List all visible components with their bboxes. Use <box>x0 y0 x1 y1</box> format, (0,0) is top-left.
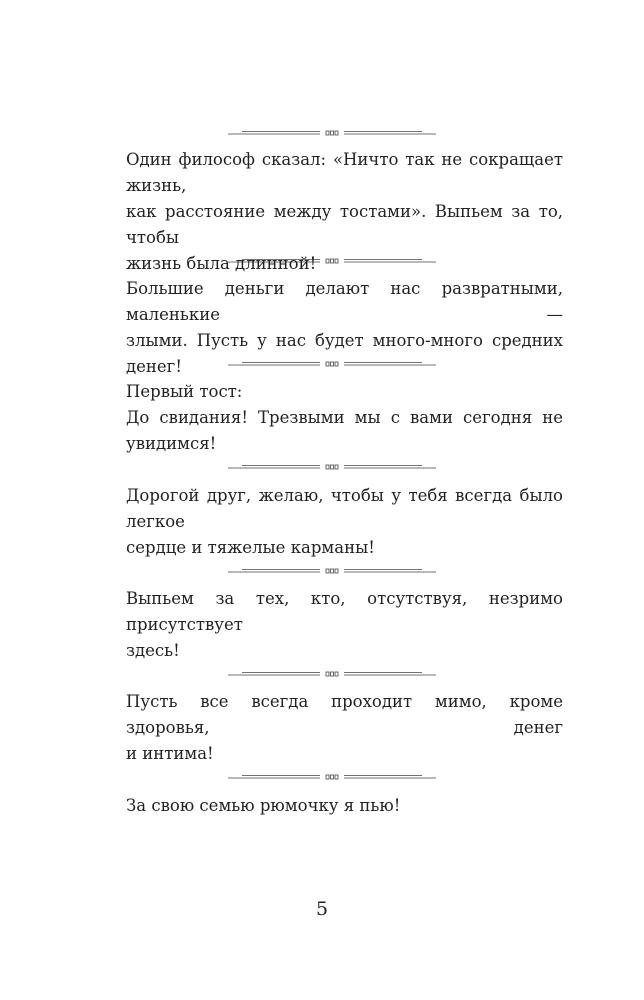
ornament-divider <box>228 566 436 576</box>
ornament-divider <box>228 772 436 782</box>
text-line: Первый тост: <box>126 382 243 401</box>
text-line: как расстояние между тостами». Выпьем за то, чтобы <box>126 202 563 247</box>
toast-paragraph <box>126 586 563 664</box>
text-line: До свидания! Трезвыми мы с вами сегодня не увидимся! <box>126 408 563 453</box>
text-line: Пусть все всегда проходит мимо, кроме здоровья, денег <box>126 692 563 737</box>
toast-paragraph <box>126 793 563 819</box>
text-line: здесь! <box>126 641 180 660</box>
text-line: злыми. Пусть у нас будет много-много средних денег! <box>126 331 563 376</box>
text-line: жизнь была длинной! <box>126 254 317 273</box>
text-line: Один философ сказал: «Ничто так не сокращает жизнь, <box>126 150 563 195</box>
toast-paragraph <box>126 379 563 457</box>
toast-paragraph <box>126 483 563 561</box>
toast-paragraph <box>126 689 563 767</box>
toast-paragraph <box>126 276 563 380</box>
text-line: Выпьем за тех, кто, отсутствуя, незримо присутствует <box>126 589 563 634</box>
toast-paragraph <box>126 147 563 277</box>
ornament-divider <box>228 669 436 679</box>
text-line: Большие деньги делают нас развратными, маленькие — <box>126 279 563 324</box>
ornament-divider <box>228 462 436 472</box>
text-line: Дорогой друг, желаю, чтобы у тебя всегда было легкое <box>126 486 563 531</box>
text-line: сердце и тяжелые карманы! <box>126 538 375 557</box>
text-line: За свою семью рюмочку я пью! <box>126 796 401 815</box>
text-line: и интима! <box>126 744 214 763</box>
ornament-divider <box>228 128 436 138</box>
page-number: 5 <box>315 898 329 920</box>
